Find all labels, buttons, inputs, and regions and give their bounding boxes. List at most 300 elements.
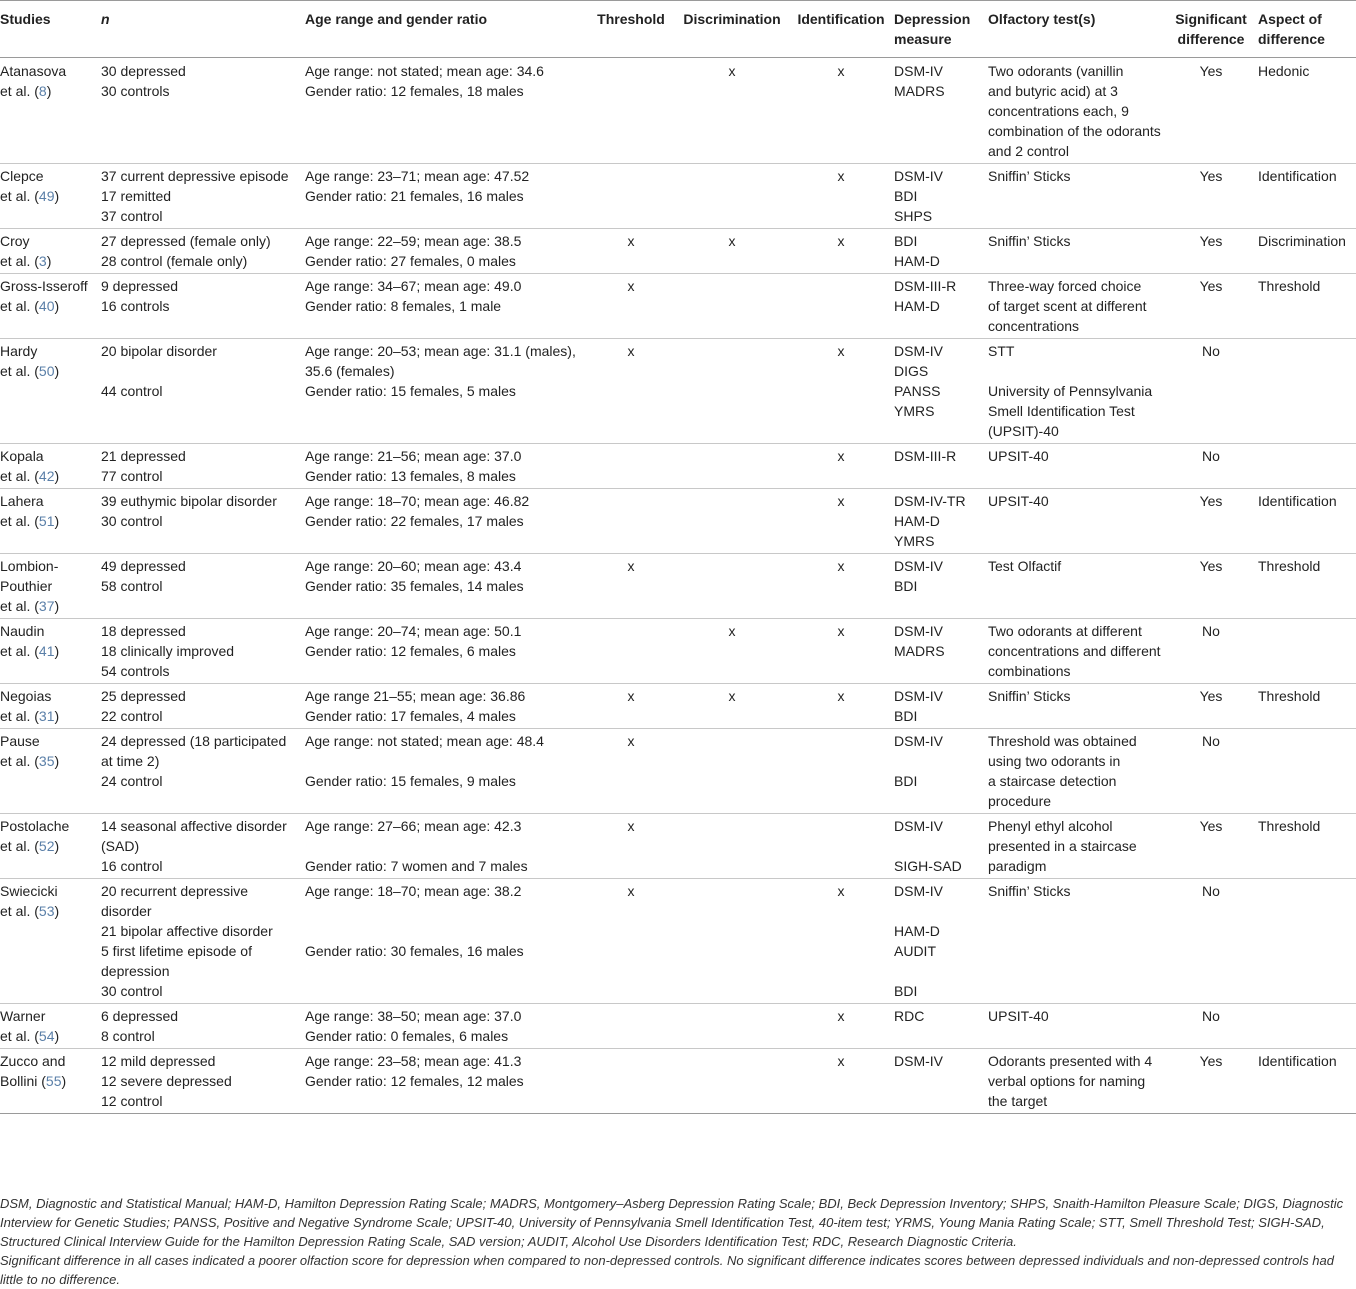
participants-line: 21 bipolar affective disorder [101,923,273,939]
age-gender-line [305,751,586,771]
citation-suffix: ) [54,363,60,379]
study-cell [0,339,101,444]
participants-line: 24 depressed (18 participated [101,733,287,749]
reference-link[interactable]: 51 [38,513,55,529]
olfactory-cell [988,684,1168,729]
aspect-cell [1258,1004,1356,1049]
header-identification: Identification [797,11,885,27]
participants-line: 20 bipolar disorder [101,343,217,359]
study-cell [0,879,101,1004]
citation-prefix: et al. ( [0,513,39,529]
identification-mark: x [837,63,845,79]
participants-line: 77 control [101,468,163,484]
measure-cell [894,229,988,274]
olfactory-line: concentrations [988,318,1080,334]
table-body [0,58,1356,1114]
header-significant-line1: Significant [1175,11,1247,27]
header-studies: Studies [0,11,51,27]
participants-line: 9 depressed [101,278,179,294]
study-citation [0,186,97,206]
olfactory-line: Two odorants (vanillin [988,63,1124,79]
participants-line: 17 remitted [101,188,172,204]
study-citation [0,901,97,921]
reference-link[interactable]: 53 [38,903,55,919]
threshold-mark: x [627,278,635,294]
citation-prefix: et al. ( [0,253,39,269]
citation-prefix: et al. ( [0,468,39,484]
citation-prefix: et al. ( [0,598,39,614]
n-cell [101,684,305,729]
age-cell [305,1049,590,1114]
participants-line: 30 depressed [101,63,186,79]
measure-line: HAM-D [894,513,940,529]
age-gender-line: Age range 21–55; mean age: 36.86 [305,688,526,704]
study-citation [0,1071,97,1091]
olfactory-line: combinations [988,663,1071,679]
reference-link[interactable]: 50 [38,363,55,379]
threshold-mark: x [627,883,635,899]
n-cell [101,489,305,554]
olfactory-line: Threshold was obtained [988,733,1137,749]
age-gender-line: Gender ratio: 13 females, 8 males [305,468,516,484]
discrimination-mark [676,164,792,229]
measure-line: MADRS [894,643,945,659]
age-cell [305,58,590,164]
citation-prefix: et al. ( [0,708,39,724]
olfactory-line: concentrations each, 9 [988,103,1129,119]
olfactory-line: Two odorants at different [988,623,1142,639]
age-gender-line: Gender ratio: 35 females, 14 males [305,578,524,594]
olfactory-line: STT [988,343,1015,359]
study-citation [0,641,97,661]
measure-cell [894,164,988,229]
participants-line: 30 control [101,983,163,999]
aspect-cell: Discrimination [1258,233,1346,249]
aspect-cell [1258,339,1356,444]
study-cell [0,489,101,554]
study-citation [0,251,97,271]
citation-prefix: et al. ( [0,83,39,99]
age-cell [305,444,590,489]
reference-link[interactable]: 52 [38,838,55,854]
age-gender-line: Age range: 20–60; mean age: 43.4 [305,558,522,574]
measure-line: DSM-IV [894,558,943,574]
discrimination-mark [676,444,792,489]
aspect-cell [1258,444,1356,489]
threshold-mark [590,164,676,229]
study-name: Zucco and [0,1053,66,1069]
citation-prefix: et al. ( [0,1028,39,1044]
table-row [0,444,1356,489]
reference-link[interactable]: 3 [38,253,47,269]
aspect-cell: Threshold [1258,688,1321,704]
olfactory-cell [988,58,1168,164]
age-gender-line [305,921,586,941]
age-gender-line: Age range: 27–66; mean age: 42.3 [305,818,522,834]
olfactory-line: and 2 control [988,143,1069,159]
citation-prefix: et al. ( [0,188,39,204]
olfactory-line: Smell Identification Test [988,403,1135,419]
header-depression-measure [894,1,988,58]
identification-mark [792,814,894,879]
study-cell [0,444,101,489]
participants-line: 44 control [101,383,163,399]
study-name: Naudin [0,623,45,639]
citation-suffix: ) [54,643,60,659]
aspect-cell: Threshold [1258,558,1321,574]
measure-line: DSM-IV [894,733,943,749]
olfactory-line: procedure [988,793,1052,809]
age-gender-line: Age range: 18–70; mean age: 38.2 [305,883,522,899]
identification-mark: x [837,688,845,704]
measure-line: YMRS [894,403,935,419]
significant-cell: Yes [1199,1053,1223,1069]
discrimination-mark [676,814,792,879]
aspect-cell: Identification [1258,1053,1337,1069]
discrimination-mark [676,1004,792,1049]
measure-line: HAM-D [894,923,940,939]
study-name: Gross-Isseroff [0,278,88,294]
table-row [0,58,1356,164]
olfactory-cell [988,1049,1168,1114]
study-name: Kopala [0,448,44,464]
olfactory-cell [988,229,1168,274]
citation-suffix: ) [54,708,60,724]
study-name: Warner [0,1008,46,1024]
significant-cell: Yes [1199,558,1223,574]
identification-mark: x [837,1053,845,1069]
citation-suffix: ) [54,903,60,919]
olfactory-line: of target scent at different [988,298,1147,314]
olfactory-line: verbal options for naming [988,1073,1146,1089]
study-cell [0,274,101,339]
olfactory-line: UPSIT-40 [988,1008,1049,1024]
citation-prefix: et al. ( [0,903,39,919]
table-row [0,729,1356,814]
threshold-mark: x [627,733,635,749]
table-footnotes [0,1194,1356,1289]
study-name: Negoias [0,688,52,704]
significant-cell: Yes [1199,493,1223,509]
measure-line: AUDIT [894,943,936,959]
citation-suffix: ) [54,1028,60,1044]
olfactory-line: concentrations and different [988,643,1161,659]
study-cell [0,729,101,814]
header-depression-line2: measure [894,31,952,47]
study-citation [0,751,97,771]
header-age: Age range and gender ratio [305,11,488,27]
olfactory-line: Sniffin’ Sticks [988,168,1071,184]
age-gender-line: Gender ratio: 8 females, 1 male [305,298,502,314]
measure-cell [894,684,988,729]
identification-mark: x [837,168,845,184]
olfactory-line: a staircase detection [988,773,1117,789]
age-gender-line: Age range: 23–71; mean age: 47.52 [305,168,530,184]
age-cell [305,274,590,339]
olfactory-cell [988,164,1168,229]
olfactory-line: University of Pennsylvania [988,383,1153,399]
n-cell [101,339,305,444]
olfactory-cell [988,339,1168,444]
measure-line: DSM-III-R [894,448,957,464]
study-name: Atanasova [0,63,67,79]
citation-suffix: ) [46,253,52,269]
significant-cell: Yes [1199,688,1223,704]
study-cell [0,619,101,684]
citation-prefix: et al. ( [0,753,39,769]
participants-line: 58 control [101,578,163,594]
measure-cell [894,619,988,684]
age-cell [305,164,590,229]
olfactory-line: presented in a staircase [988,838,1137,854]
aspect-cell: Threshold [1258,818,1321,834]
footnote-significance: Significant difference in all cases indicated a poorer olfaction score for depression when compared to non-depressed controls. No significant difference indicates scores between depressed individuals and non-depressed controls had little to no difference. [0,1253,1334,1287]
table-row [0,489,1356,554]
participants-line: (SAD) [101,838,140,854]
citation-prefix: et al. ( [0,363,39,379]
table-row [0,229,1356,274]
significant-cell: No [1202,883,1220,899]
citation-suffix: ) [54,513,60,529]
age-cell [305,1004,590,1049]
significant-cell: No [1202,623,1220,639]
age-cell [305,339,590,444]
study-citation [0,361,97,381]
age-cell [305,229,590,274]
identification-mark [792,729,894,814]
age-gender-line: Gender ratio: 12 females, 18 males [305,83,524,99]
reference-link[interactable]: 35 [38,753,55,769]
olfactory-line: Odorants presented with 4 [988,1053,1153,1069]
reference-link[interactable]: 31 [38,708,55,724]
participants-line: 12 severe depressed [101,1073,232,1089]
olfactory-line: and butyric acid) at 3 [988,83,1118,99]
n-cell [101,814,305,879]
aspect-cell: Hedonic [1258,63,1310,79]
significant-cell: No [1202,733,1220,749]
participants-line: 30 control [101,513,163,529]
participants-line: 6 depressed [101,1008,179,1024]
discrimination-mark: x [728,63,736,79]
study-cell [0,684,101,729]
study-name: Lombion- [0,558,59,574]
table-row [0,164,1356,229]
age-gender-line: Gender ratio: 0 females, 6 males [305,1028,509,1044]
significant-cell: Yes [1199,818,1223,834]
table-row [0,274,1356,339]
study-name: Pause [0,733,40,749]
measure-line: SHPS [894,208,933,224]
olfactory-line: UPSIT-40 [988,448,1049,464]
study-name: Hardy [0,343,38,359]
citation-suffix: ) [61,1073,67,1089]
study-name: Lahera [0,493,44,509]
age-gender-line: Age range: 20–53; mean age: 31.1 (males), [305,343,576,359]
age-gender-line: Age range: 22–59; mean age: 38.5 [305,233,522,249]
measure-line: YMRS [894,533,935,549]
age-gender-line: Gender ratio: 12 females, 12 males [305,1073,524,1089]
header-discrimination: Discrimination [683,11,781,27]
measure-line: DSM-IV [894,168,943,184]
measure-line [894,836,984,856]
significant-cell: Yes [1199,233,1223,249]
measure-line: DSM-IV [894,1053,943,1069]
olfactory-line: the target [988,1093,1048,1109]
study-name: Clepce [0,168,44,184]
threshold-mark: x [627,818,635,834]
age-gender-line: Gender ratio: 15 females, 9 males [305,773,516,789]
olfactory-line: Sniffin’ Sticks [988,688,1071,704]
identification-mark: x [837,1008,845,1024]
discrimination-mark [676,1049,792,1114]
study-citation [0,836,97,856]
measure-cell [894,489,988,554]
table-row [0,879,1356,1004]
discrimination-mark [676,274,792,339]
reference-link[interactable]: 42 [38,468,55,484]
measure-cell [894,274,988,339]
measure-line: PANSS [894,383,941,399]
citation-suffix: ) [54,753,60,769]
reference-link[interactable]: 40 [38,298,55,314]
significant-cell: Yes [1199,278,1223,294]
table-row [0,1049,1356,1114]
age-gender-line: Gender ratio: 30 females, 16 males [305,943,524,959]
study-citation [0,706,97,726]
olfactory-line: combination of the odorants [988,123,1161,139]
measure-line: BDI [894,983,918,999]
participants-line: 16 controls [101,298,170,314]
measure-line: DSM-IV [894,63,943,79]
age-gender-line: Age range: 23–58; mean age: 41.3 [305,1053,522,1069]
reference-link[interactable]: 41 [38,643,55,659]
measure-line [894,961,984,981]
study-cell [0,229,101,274]
age-cell [305,879,590,1004]
olfactory-line: (UPSIT)-40 [988,423,1059,439]
aspect-cell: Identification [1258,493,1337,509]
study-cell [0,554,101,619]
threshold-mark: x [627,688,635,704]
age-cell [305,489,590,554]
olfactory-line: Test Olfactif [988,558,1062,574]
discrimination-mark: x [728,623,736,639]
header-aspect-line1: Aspect of [1258,11,1322,27]
age-gender-line: Gender ratio: 22 females, 17 males [305,513,524,529]
olfactory-cell [988,619,1168,684]
olfactory-line: UPSIT-40 [988,493,1049,509]
study-citation [0,596,97,616]
age-gender-line: Age range: 21–56; mean age: 37.0 [305,448,522,464]
participants-line: 30 controls [101,83,170,99]
participants-line: 16 control [101,858,163,874]
header-depression-line1: Depression [894,11,971,27]
discrimination-mark [676,879,792,1004]
n-cell [101,619,305,684]
measure-line: DSM-IV [894,343,943,359]
n-cell [101,444,305,489]
identification-mark: x [837,493,845,509]
study-cell [0,1004,101,1049]
participants-line: depression [101,963,170,979]
age-gender-line: Gender ratio: 21 females, 16 males [305,188,524,204]
study-citation [0,1026,97,1046]
reference-link[interactable]: 37 [38,598,55,614]
olfactory-line: Sniffin’ Sticks [988,883,1071,899]
citation-suffix: ) [46,83,52,99]
n-cell [101,1049,305,1114]
olfactory-cell [988,554,1168,619]
measure-line: DSM-IV [894,623,943,639]
threshold-mark [590,619,676,684]
participants-line: 37 control [101,208,163,224]
aspect-cell [1258,879,1356,1004]
citation-suffix: ) [54,298,60,314]
measure-line: BDI [894,773,918,789]
aspect-cell [1258,619,1356,684]
citation-suffix: ) [54,188,60,204]
study-cell [0,1049,101,1114]
header-threshold: Threshold [597,11,665,27]
study-name: Postolache [0,818,70,834]
olfactory-line [988,361,1164,381]
significant-cell: No [1202,448,1220,464]
participants-line: 24 control [101,773,163,789]
aspect-cell [1258,729,1356,814]
age-cell [305,684,590,729]
participants-line: 28 control (female only) [101,253,248,269]
participants-line: 8 control [101,1028,155,1044]
table-header [0,1,1356,58]
age-gender-line [305,901,586,921]
participants-line: 27 depressed (female only) [101,233,271,249]
threshold-mark [590,58,676,164]
measure-line: BDI [894,188,918,204]
significant-cell: Yes [1199,168,1223,184]
significant-cell: Yes [1199,63,1223,79]
identification-mark: x [837,558,845,574]
olfactory-cell [988,489,1168,554]
age-cell [305,729,590,814]
participants-line: 21 depressed [101,448,186,464]
measure-line: MADRS [894,83,945,99]
citation-prefix: Bollini ( [0,1073,46,1089]
citation-prefix: et al. ( [0,298,39,314]
participants-line: 14 seasonal affective disorder [101,818,287,834]
identification-mark: x [837,233,845,249]
table-row [0,814,1356,879]
reference-link[interactable]: 49 [38,188,55,204]
measure-line: DIGS [894,363,929,379]
reference-link[interactable]: 8 [38,83,47,99]
olfactory-cell [988,814,1168,879]
threshold-mark [590,1049,676,1114]
olfactory-line: Sniffin’ Sticks [988,233,1071,249]
age-gender-line: Gender ratio: 7 women and 7 males [305,858,528,874]
olfactory-line: using two odorants in [988,753,1121,769]
footnote-abbreviations: DSM, Diagnostic and Statistical Manual; HAM-D, Hamilton Depression Rating Scale; MADRS, Montgomery–Asberg Depression Rating Scale; BDI, Beck Depression Inventory; SHPS, Snaith-Hamilton Pleasure Scale; DIGS, Diagnostic Interview for Genetic Studies; PANSS, Positive and Negative Syndrome Scale; UPSIT-40, University of Pennsylvania Smell Identification Test, 40-item test; YRMS, Young Mania Rating Scale; STT, Smell Threshold Test; SIGH-SAD, Structured Clinical Interview Guide for the Hamilton Depression Rating Scale, SAD version; AUDIT, Alcohol Use Disorders Identification Test; RDC, Research Diagnostic Criteria. [0,1196,1344,1249]
age-cell [305,619,590,684]
reference-link[interactable]: 54 [38,1028,55,1044]
age-gender-line: Gender ratio: 27 females, 0 males [305,253,516,269]
n-cell [101,229,305,274]
reference-link[interactable]: 55 [45,1073,62,1089]
measure-line: RDC [894,1008,925,1024]
study-citation [0,466,97,486]
participants-line: 39 euthymic bipolar disorder [101,493,277,509]
age-cell [305,814,590,879]
participants-line: 22 control [101,708,163,724]
